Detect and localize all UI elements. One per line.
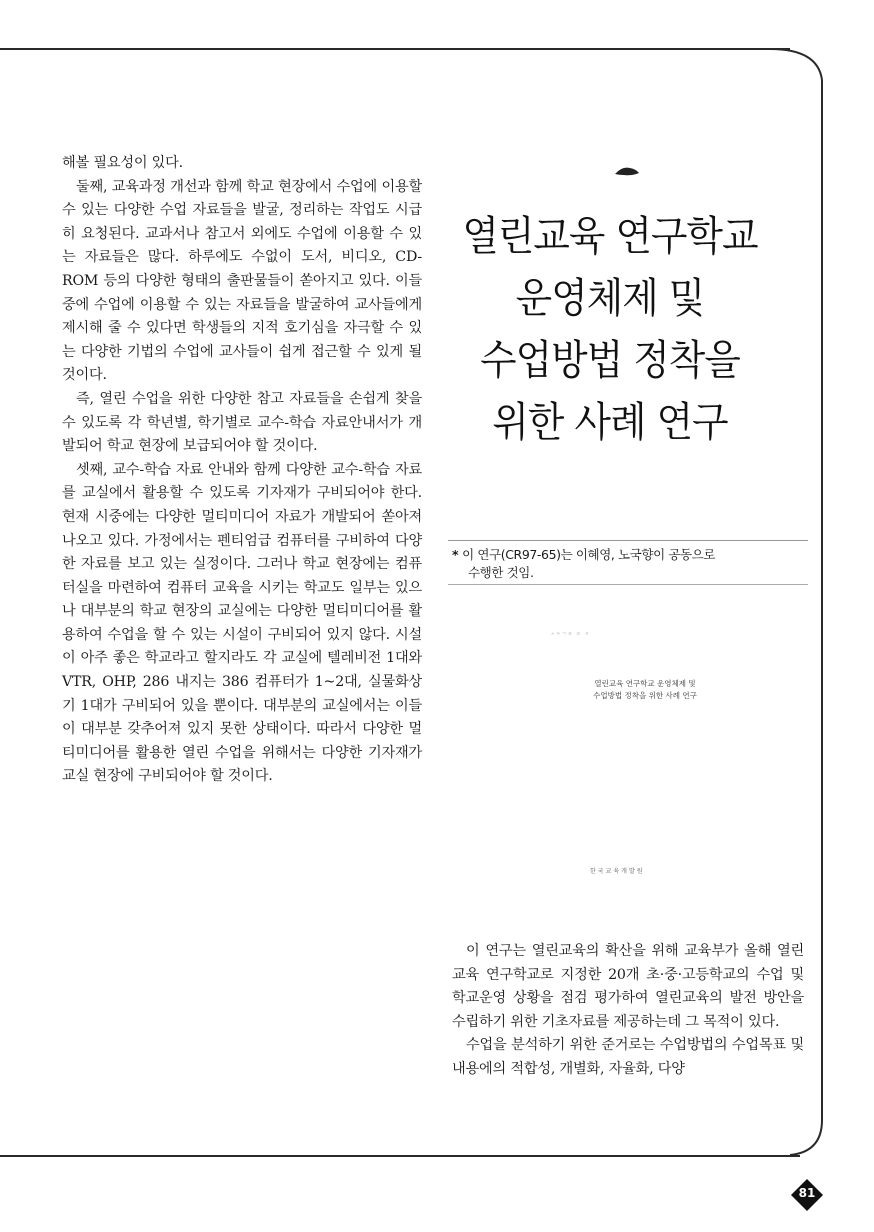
right-paragraph-2: 수업을 분석하기 위한 준거로는 수업방법의 수업목표 및 내용에의 적합성, 개별화, 자율화, 다양 bbox=[452, 1037, 804, 1077]
footnote-marker: * bbox=[452, 547, 459, 562]
cover-thumbnail-title-line-1: 열린교육 연구학교 운영체제 및 bbox=[594, 679, 696, 688]
cover-thumbnail-title-line-2: 수업방법 정착을 위한 사례 연구 bbox=[593, 691, 697, 700]
bottom-rule bbox=[0, 1155, 800, 1157]
cover-thumbnail-header: ᄉᄋᄀᄌ ᄑ ᄋ bbox=[550, 633, 591, 639]
left-paragraph-1: 해볼 필요성이 있다. bbox=[62, 155, 183, 171]
footnote-rule-bottom bbox=[448, 584, 808, 585]
footnote bbox=[452, 546, 802, 582]
top-rule bbox=[0, 48, 790, 50]
left-column bbox=[62, 152, 422, 789]
right-column bbox=[452, 940, 804, 1082]
right-paragraph-1: 이 연구는 열린교육의 확산을 위해 교육부가 올해 열린교육 연구학교로 지정한 20개 초·중·고등학교의 수업 및 학교운영 상황을 점검 평가하여 열린교육의 발전 방안을 수립하기 위한 기초자료를 제공하는데 그 목적이 있다. bbox=[452, 943, 804, 1030]
title-line-1: 열린교육 연구학교 bbox=[462, 212, 758, 260]
cover-thumbnail-title bbox=[540, 678, 750, 702]
footnote-line-2: 수행한 것임. bbox=[468, 565, 534, 580]
article-title bbox=[454, 205, 767, 453]
left-paragraph-4: 셋째, 교수-학습 자료 안내와 함께 다양한 교수-학습 자료를 교실에서 활용할 수 있도록 기자재가 구비되어야 한다. 현재 시중에는 다양한 멀티미디어 자료가 개발되어 쏟아져 나오고 있다. 가정에서는 펜티엄급 컴퓨터를 구비하여 다양한 자료를 보고 있는 실정이다. 그러나 학교 현장에는 컴퓨터실을 마련하여 컴퓨터 교육을 시키는 학교도 일부는 있으나 대부분의 학교 현장의 교실에는 다양한 멀티미디어를 활용하여 수업을 할 수 있는 시설이 구비되어 있지 않다. 시설이 아주 좋은 학교라고 할지라도 각 교실에 텔레비전 1대와 VTR, OHP, 286 내지는 386 컴퓨터가 1~2대, 실물화상기 1대가 구비되어 있을 뿐이다. 대부분의 교실에서는 이들이 대부분 갖추어져 있지 못한 상태이다. 따라서 다양한 멀티미디어를 활용한 열린 수업을 위해서는 다양한 기자재가 교실 현장에 구비되어야 할 것이다. bbox=[62, 461, 422, 785]
footnote-rule-top bbox=[448, 540, 808, 541]
title-line-3: 수업방법 정착을 bbox=[480, 336, 740, 384]
cover-thumbnail-publisher: 한국교육개발원 bbox=[590, 868, 645, 875]
page-number: 81 bbox=[798, 1186, 816, 1200]
left-paragraph-3: 즉, 열린 수업을 위한 다양한 참고 자료들을 손쉽게 찾을 수 있도록 각 학년별, 학기별로 교수-학습 자료안내서가 개발되어 학교 현장에 보급되어야 할 것이다. bbox=[62, 390, 422, 455]
ornament-icon bbox=[614, 165, 640, 177]
title-line-2: 운영체제 및 bbox=[515, 274, 705, 322]
footnote-line-1: 이 연구(CR97-65)는 이혜영, 노국향이 공동으로 bbox=[462, 547, 716, 562]
left-paragraph-2: 둘째, 교육과정 개선과 함께 학교 현장에서 수업에 이용할 수 있는 다양한 수업 자료들을 발굴, 정리하는 작업도 시급히 요청된다. 교과서나 참고서 외에도 수업에 이용할 수 있는 자료들은 많다. 하루에도 수없이 도서, 비디오, CD-ROM 등의 다양한 형태의 출판물들이 쏟아지고 있다. 이들 중에 수업에 이용할 수 있는 자료들을 발굴하여 교사들에게 제시해 줄 수 있다면 학생들의 지적 호기심을 자극할 수 있는 다양한 기법의 수업에 교사들이 쉽게 접근할 수 있게 될 것이다. bbox=[62, 178, 422, 384]
title-line-4: 위한 사례 연구 bbox=[492, 398, 728, 446]
